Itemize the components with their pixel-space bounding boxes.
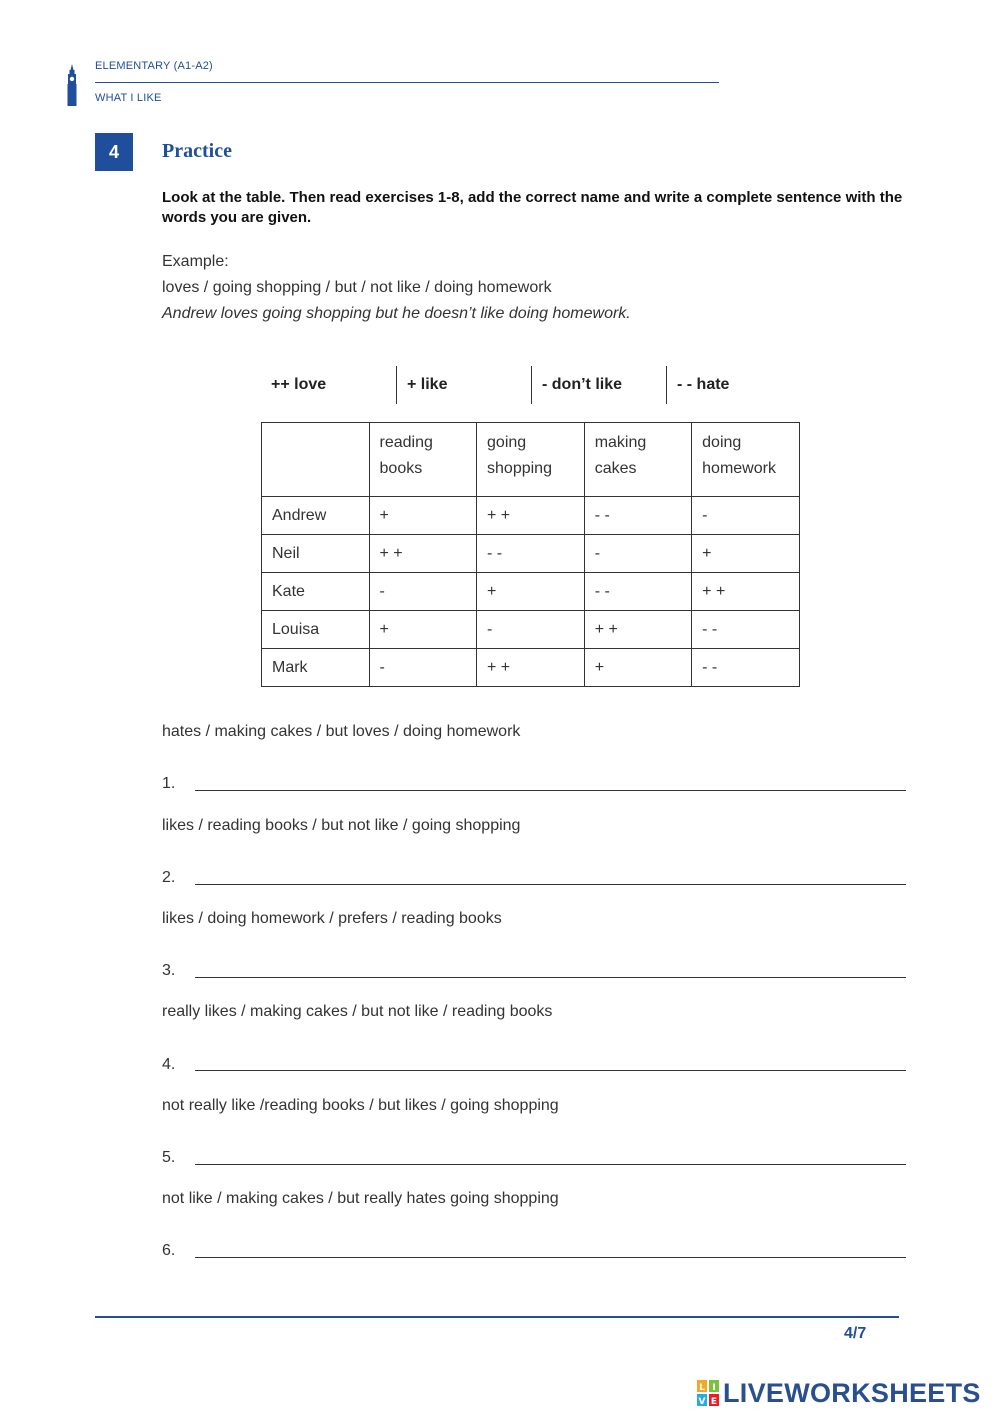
table-row (262, 649, 800, 687)
legend (261, 366, 801, 404)
legend-like: + like (396, 366, 531, 404)
table-cell: - (584, 535, 691, 573)
svg-text:L: L (699, 1383, 705, 1393)
answer-number: 4. (162, 1056, 176, 1073)
table-cell: + (584, 649, 691, 687)
instructions: Look at the table. Then read exercises 1-8, add the correct name and write a complete sentence with the words you are given. (162, 189, 903, 226)
brand-name: LIVEWORKSHEETS (723, 1377, 981, 1408)
table-cell: + + (477, 649, 585, 687)
table-row (262, 611, 800, 649)
column-header: doing homework (692, 423, 800, 497)
table-cell: - - (584, 573, 691, 611)
answer-line[interactable] (195, 1070, 906, 1071)
table-cell: + (692, 535, 800, 573)
table-cell: + + (369, 535, 477, 573)
example-answer: Andrew loves going shopping but he doesn’t like doing homework. (162, 305, 631, 322)
svg-text:E: E (710, 1397, 718, 1406)
page-number: 4/7 (844, 1325, 867, 1342)
table-cell: - (369, 573, 477, 611)
column-header: making cakes (584, 423, 691, 497)
legend-dont-like: - don’t like (531, 366, 666, 404)
row-name: Neil (262, 535, 370, 573)
legend-love: ++ love (271, 376, 327, 393)
row-name: Andrew (262, 497, 370, 535)
preferences-table (261, 422, 800, 687)
answer-number: 5. (162, 1149, 176, 1166)
exercise-prompt: hates / making cakes / but loves / doing homework (162, 723, 521, 740)
answer-number: 3. (162, 962, 176, 979)
answer-number: 2. (162, 869, 176, 886)
answer-line[interactable] (195, 790, 906, 791)
table-cell: + + (692, 573, 800, 611)
table-cell: + (369, 611, 477, 649)
table-cell: + (369, 497, 477, 535)
row-name: Mark (262, 649, 370, 687)
table-cell: - (477, 611, 585, 649)
table-cell: - - (692, 611, 800, 649)
table-cell: + + (584, 611, 691, 649)
liveworksheets-logo (697, 1378, 981, 1408)
table-header-row (262, 423, 800, 497)
table-cell: - (369, 649, 477, 687)
answer-line[interactable] (195, 1164, 906, 1165)
row-name: Kate (262, 573, 370, 611)
topic-label: WHAT I LIKE (95, 92, 162, 104)
level-label: ELEMENTARY (A1-A2) (95, 60, 213, 72)
big-ben-icon (64, 64, 80, 106)
answer-line[interactable] (195, 884, 906, 885)
svg-text:V: V (698, 1397, 706, 1406)
table-cell: + (477, 573, 585, 611)
table-row (262, 497, 800, 535)
legend-hate: - - hate (666, 366, 801, 404)
example-prompt: loves / going shopping / but / not like / doing homework (162, 279, 552, 296)
svg-text:I: I (712, 1383, 716, 1393)
exercise-prompt: not like / making cakes / but really hates going shopping (162, 1190, 559, 1207)
column-header: going shopping (477, 423, 585, 497)
answer-line[interactable] (195, 1257, 906, 1258)
table-cell: - - (584, 497, 691, 535)
table-cell: - (692, 497, 800, 535)
row-name: Louisa (262, 611, 370, 649)
table-row (262, 573, 800, 611)
answer-line[interactable] (195, 977, 906, 978)
section-title: Practice (162, 140, 232, 162)
section-number: 4 (95, 133, 133, 171)
footer-divider (95, 1316, 899, 1318)
answer-number: 1. (162, 775, 176, 792)
header-divider (95, 82, 719, 83)
exercise-prompt: not really like /reading books / but likes / going shopping (162, 1097, 559, 1114)
table-corner-cell (262, 423, 370, 497)
table-row (262, 535, 800, 573)
table-cell: - - (477, 535, 585, 573)
table-cell: + + (477, 497, 585, 535)
liveworksheets-icon (697, 1380, 719, 1406)
example-label: Example: (162, 253, 229, 270)
table-cell: - - (692, 649, 800, 687)
answer-number: 6. (162, 1242, 176, 1259)
exercise-prompt: really likes / making cakes / but not like / reading books (162, 1003, 553, 1020)
exercise-prompt: likes / reading books / but not like / going shopping (162, 817, 521, 834)
column-header: reading books (369, 423, 477, 497)
exercise-prompt: likes / doing homework / prefers / reading books (162, 910, 502, 927)
